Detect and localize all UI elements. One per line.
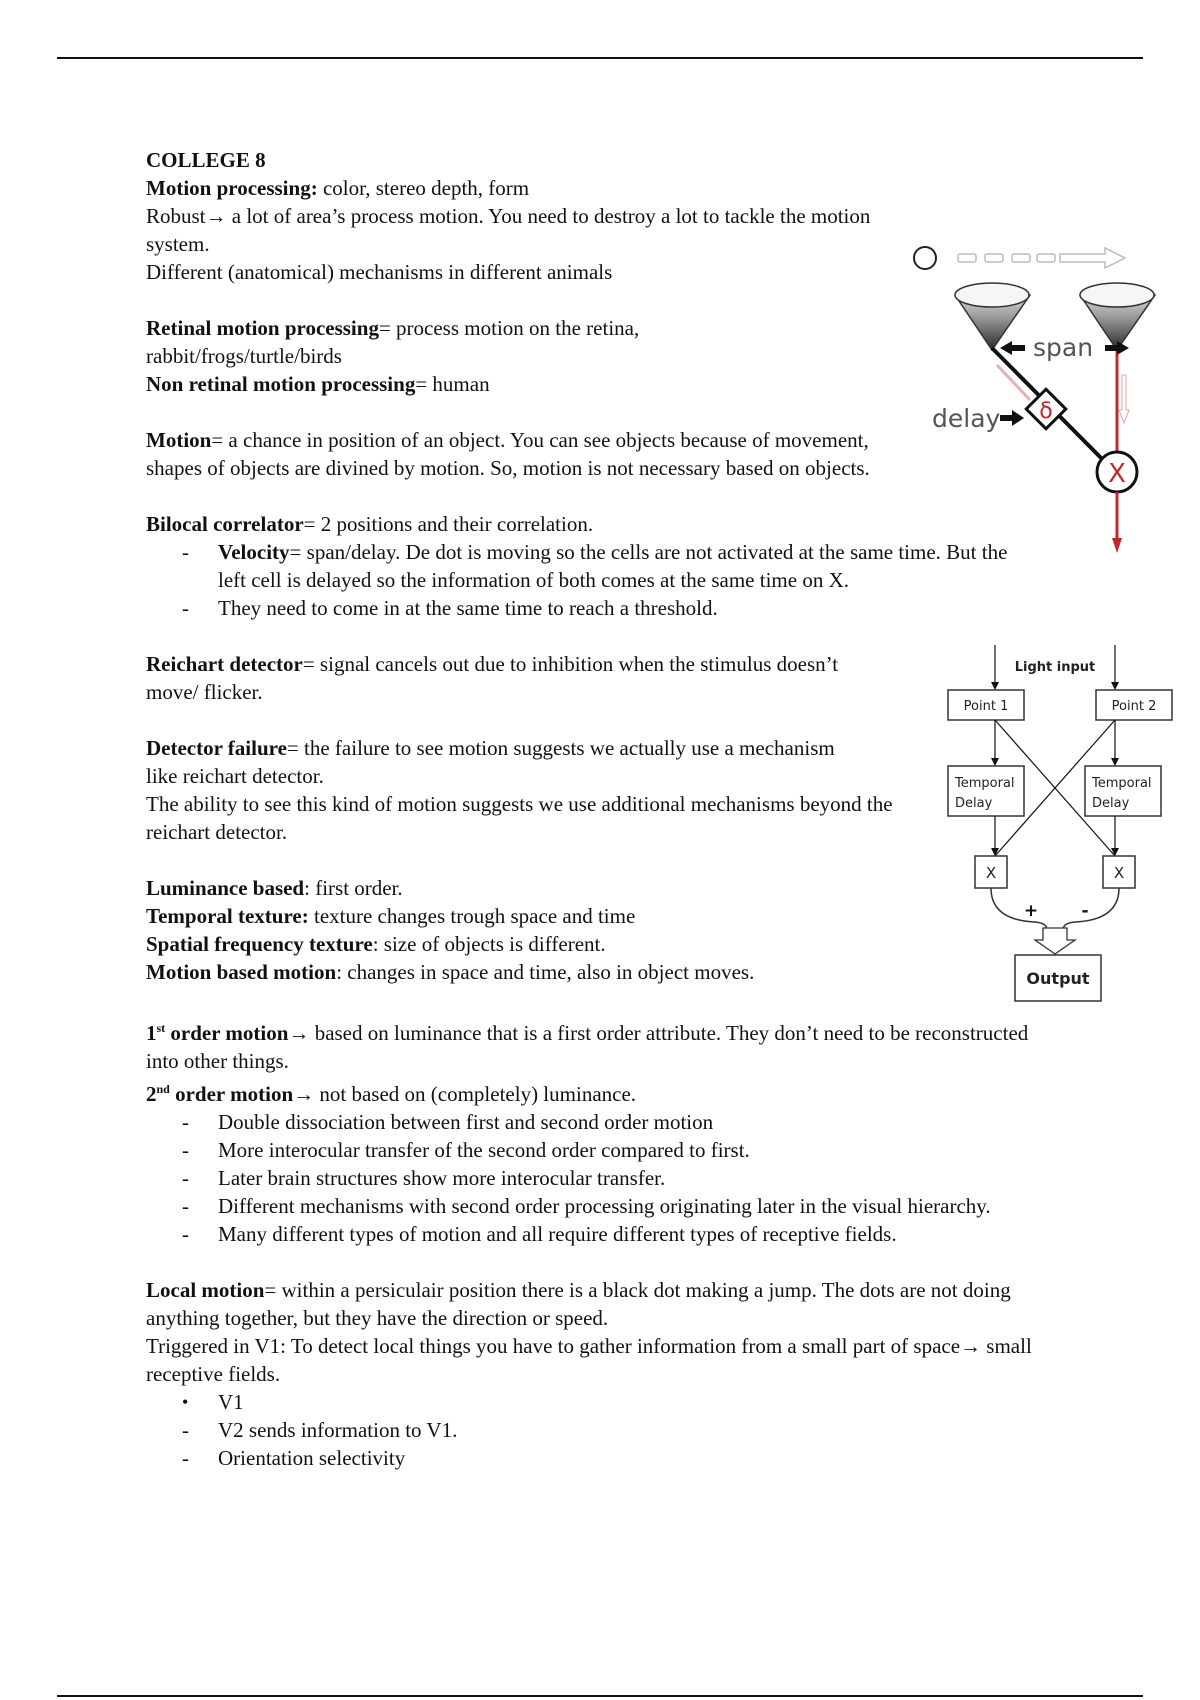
delay-label: delay	[932, 404, 1001, 433]
page-title: COLLEGE 8	[146, 148, 266, 172]
bilocal-correlator-diagram	[900, 235, 1180, 560]
list-item: - Different mechanisms with second order processing originating later in the visual hierarchy.	[182, 1194, 991, 1218]
type-temporal-texture: Temporal texture: texture changes trough space and time	[146, 904, 636, 928]
non-retinal-line: Non retinal motion processing= human	[146, 372, 490, 396]
retinal-line: Retinal motion processing= process motion on the retina, rabbit/frogs/turtle/birds	[146, 316, 640, 368]
bottom-rule	[57, 1695, 1143, 1697]
svg-text:Temporal: Temporal	[955, 776, 1015, 791]
type-luminance: Luminance based: first order.	[146, 876, 403, 900]
first-order-line: 1st order motion→ based on luminance that is a first order attribute. They don’t need to be reconstructed into other things.	[146, 1021, 1029, 1073]
delay-element	[1026, 389, 1066, 429]
multiplier-left	[975, 856, 1007, 888]
robust-line: Robust→ a lot of area’s process motion. You need to destroy a lot to tackle the motion system.	[146, 204, 871, 256]
point2-box	[1096, 690, 1172, 720]
list-item: - V2 sends information to V1.	[182, 1418, 458, 1442]
multiplier-right	[1103, 856, 1135, 888]
light-input-label: Light input	[1014, 660, 1096, 675]
detector-failure-line: Detector failure= the failure to see motion suggests we actually use a mechanism like reichart detector.	[146, 736, 835, 788]
output-arrow-icon	[1035, 928, 1075, 954]
reichart-line: Reichart detector= signal cancels out due to inhibition when the stimulus doesn’t move/ flicker.	[146, 652, 839, 704]
svg-text:Temporal: Temporal	[1092, 776, 1152, 791]
plus-sign: +	[1023, 901, 1039, 921]
point1-box	[948, 690, 1024, 720]
svg-text:Delay: Delay	[1092, 796, 1130, 811]
local-motion-line: Local motion= within a persiculair position there is a black dot making a jump. The dots are not doing anything together, but they have the direction or speed.	[146, 1278, 1011, 1330]
list-item: - More interocular transfer of the second order compared to first.	[182, 1138, 750, 1162]
motion-definition: Motion= a chance in position of an object. You can see objects because of movement, shapes of objects are divined by motion. So, motion is not necessary based on objects.	[146, 428, 870, 480]
list-item: - Later brain structures show more interocular transfer.	[182, 1166, 666, 1190]
bilocal-line: Bilocal correlator= 2 positions and their correlation.	[146, 512, 594, 536]
svg-text:X: X	[1113, 864, 1125, 882]
temporal-delay-right	[1085, 766, 1161, 816]
second-order-list	[146, 1108, 1086, 1248]
minus-sign: -	[1081, 901, 1089, 921]
list-item: - Velocity= span/delay. De dot is moving so the cells are not activated at the same time. But the left cell is delayed so the information of both comes at the same time on X.	[182, 540, 1008, 592]
svg-text:Delay: Delay	[955, 796, 993, 811]
list-item: - Double dissociation between first and second order motion	[182, 1110, 714, 1134]
list-item: • V1	[182, 1390, 244, 1414]
ability-line: The ability to see this kind of motion suggests we use additional mechanisms beyond the reichart detector.	[146, 792, 893, 844]
dashed-arrow-icon	[958, 248, 1125, 268]
moving-dot-icon	[914, 247, 936, 269]
local-list	[146, 1388, 1086, 1472]
output-arrow-icon	[1112, 538, 1122, 553]
second-order-line: 2nd order motion→ not based on (completely) luminance.	[146, 1082, 637, 1106]
span-label: span	[1033, 333, 1094, 362]
list-item: - Orientation selectivity	[182, 1446, 406, 1470]
type-motion-based: Motion based motion: changes in space and time, also in object moves.	[146, 960, 755, 984]
svg-text:Output: Output	[1026, 969, 1090, 988]
top-rule	[57, 57, 1143, 59]
motion-processing-line: Motion processing: color, stereo depth, form	[146, 176, 530, 200]
list-item: - They need to come in at the same time to reach a threshold.	[182, 596, 718, 620]
svg-text:Point 1: Point 1	[963, 699, 1009, 714]
svg-text:X: X	[1108, 459, 1126, 489]
triggered-line: Triggered in V1: To detect local things you have to gather information from a small part of space→ small receptive fields.	[146, 1334, 1032, 1386]
svg-text:X: X	[985, 864, 997, 882]
list-item: - Many different types of motion and all require different types of receptive fields.	[182, 1222, 897, 1246]
svg-text:Point 2: Point 2	[1111, 699, 1157, 714]
svg-text:δ: δ	[1039, 399, 1053, 424]
type-spatial-frequency: Spatial frequency texture: size of objects is different.	[146, 932, 606, 956]
multiplier-node	[1097, 452, 1137, 492]
reichart-detector-diagram	[935, 640, 1175, 1020]
output-box	[1015, 955, 1101, 1001]
temporal-delay-left	[948, 766, 1024, 816]
different-mechanisms-line: Different (anatomical) mechanisms in different animals	[146, 260, 613, 284]
